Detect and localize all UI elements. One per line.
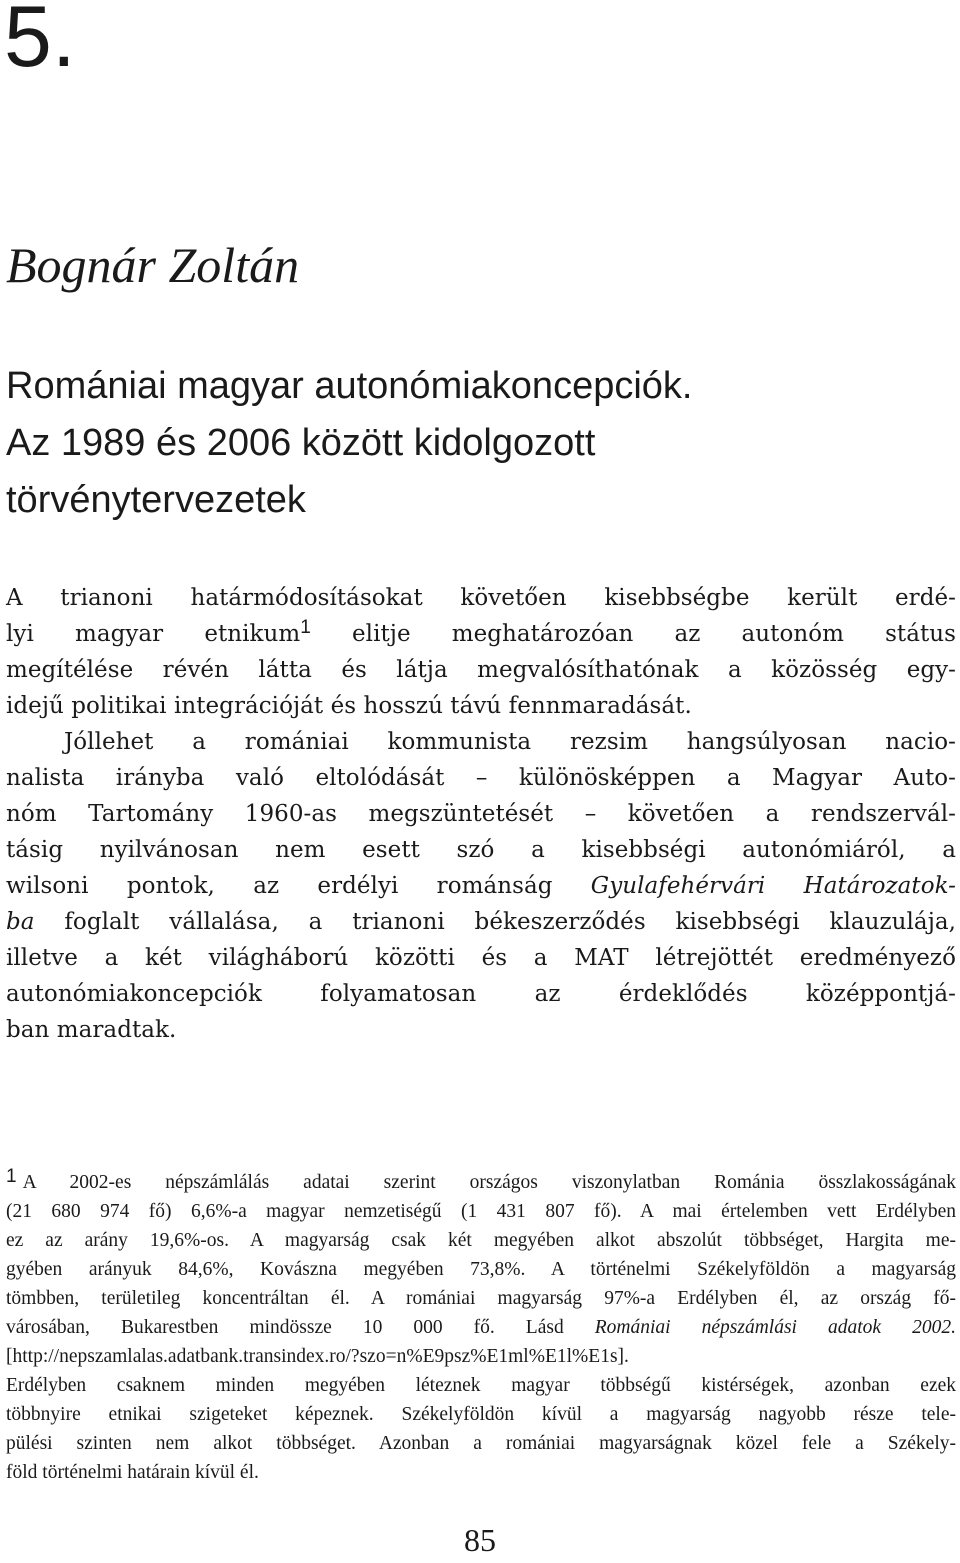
footnote-line: tömbben, területileg koncentráltan él. A romániai magyarság 97%-a Erdélyben él, az ország fő-: [6, 1288, 956, 1309]
footnote-line: gyében arányuk 84,6%, Kovászna megyében 73,8%. A történelmi Székelyföldön a magyarság: [6, 1259, 956, 1280]
footnote-line: ez az arány 19,6%-os. A magyarság csak két megyében alkot abszolút többséget, Hargita me-: [6, 1230, 956, 1251]
body-line: idejű politikai integrációját és hosszú távú fennmaradását.: [6, 693, 692, 719]
footnote-line: pülési szinten nem alkot többséget. Azonban a romániai magyarságnak közel fele a Székely-: [6, 1433, 956, 1454]
body-line: nalista irányba való eltolódását – különösképpen a Magyar Auto-: [6, 765, 956, 791]
italic-source-title: ba: [6, 909, 35, 935]
body-text-run: foglalt vállalása, a trianoni békeszerződés kisebbségi klauzulája,: [34, 909, 956, 935]
body-line: tásig nyilvánosan nem esett szó a kisebbségi autonómiáról, a: [6, 837, 956, 863]
chapter-title: [6, 358, 906, 529]
body-line: Jóllehet a romániai kommunista rezsim hangsúlyosan nacio-: [64, 729, 956, 755]
body-line: illetve a két világháború közötti és a MAT létrejöttét eredményező: [6, 945, 956, 971]
footnote-text-run: A 2002-es népszámlálás adatai szerint országos viszonylatban Románia összlakosságának: [22, 1172, 956, 1193]
footnote-reference[interactable]: 1: [300, 617, 311, 638]
footnote-line: föld történelmi határain kívül él.: [6, 1462, 259, 1483]
body-line: [6, 904, 956, 940]
body-text: [6, 580, 956, 1048]
body-line: autonómiakoncepciók folyamatosan az érdeklődés középpontjá-: [6, 981, 956, 1007]
body-text-run: elitje meghatározóan az autonóm státus: [310, 621, 956, 647]
footnote: [6, 1168, 956, 1487]
footnote-line: Erdélyben csaknem minden megyében léteznek magyar többségű kistérségek, azonban ezek: [6, 1375, 956, 1396]
footnote-marker: 1: [6, 1166, 17, 1187]
italic-source-title: Romániai népszámlási adatok 2002.: [594, 1317, 956, 1338]
body-line: [6, 868, 956, 904]
footnote-line: többnyire etnikai szigeteket képeznek. Székelyföldön kívül a magyarság nagyobb része tele-: [6, 1404, 956, 1425]
chapter-title-line: Az 1989 és 2006 között kidolgozott: [6, 422, 596, 464]
footnote-line: (21 680 974 fő) 6,6%-a magyar nemzetiségű (1 431 807 fő). A mai értelemben vett Erdélyben: [6, 1201, 956, 1222]
chapter-number: 5.: [4, 0, 76, 85]
author-name: Bognár Zoltán: [6, 237, 300, 293]
chapter-title-line: törvénytervezetek: [6, 479, 306, 521]
body-text-run: lyi magyar etnikum: [6, 621, 301, 647]
body-text-run: wilsoni pontok, az erdélyi románság: [6, 873, 591, 899]
italic-source-title: Gyulafehérvári Határozatok-: [590, 873, 956, 899]
body-line: megítélése révén látta és látja megvalósíthatónak a közösség egy-: [6, 657, 956, 683]
chapter-title-line: Romániai magyar autonómiakoncepciók.: [6, 365, 693, 407]
body-line: nóm Tartomány 1960-as megszüntetését – követően a rendszervál-: [6, 801, 956, 827]
body-line: ban maradtak.: [6, 1017, 177, 1043]
page-number: 85: [464, 1522, 496, 1558]
body-line: A trianoni határmódosításokat követően kisebbségbe került erdé-: [6, 585, 956, 611]
footnote-line: [6, 1313, 956, 1342]
footnote-url[interactable]: [http://nepszamlalas.adatbank.transindex.ro/?szo=n%E9psz%E1ml%E1l%E1s].: [6, 1346, 629, 1367]
footnote-text-run: városában, Bukarestben mindössze 10 000 fő. Lásd: [6, 1317, 595, 1338]
body-line: [6, 616, 956, 652]
footnote-line: [6, 1168, 956, 1197]
